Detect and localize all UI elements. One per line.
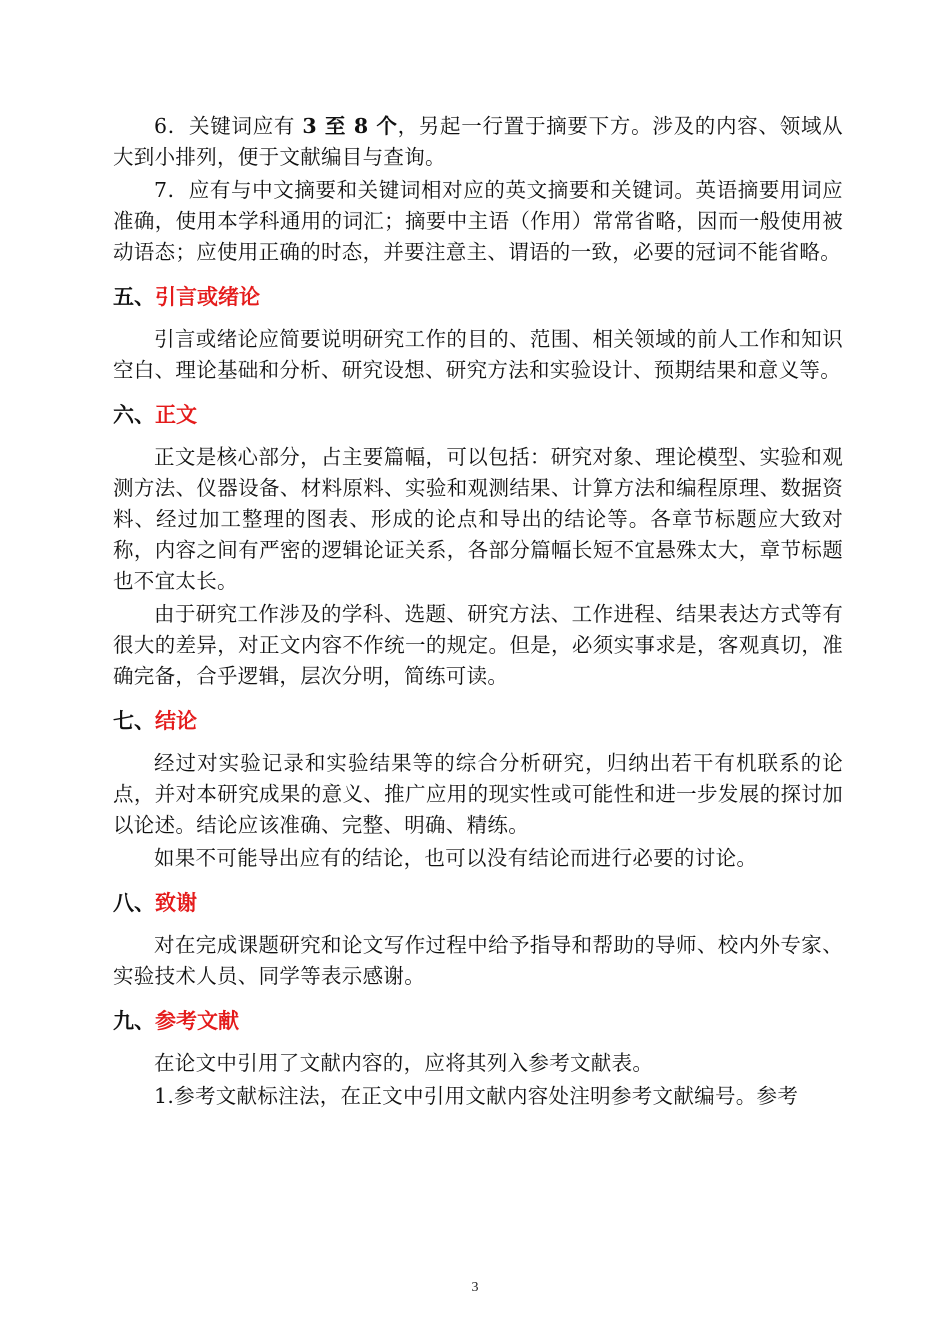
section-title: 引言或绪论 <box>155 285 260 309</box>
conclusion-paragraph-1: 经过对实验记录和实验结果等的综合分析研究，归纳出若干有机联系的论点，并对本研究成果的意义、推广应用的现实性或可能性和进一步发展的探讨加以论述。结论应该准确、完整、明确、精练。 <box>113 751 843 837</box>
page-number: 3 <box>471 1280 479 1295</box>
acknowledgements-paragraph: 对在完成课题研究和论文写作过程中给予指导和帮助的导师、校内外专家、实验技术人员、同学等表示感谢。 <box>113 933 843 988</box>
section-number: 九、 <box>113 1009 155 1033</box>
references-paragraph-2: 1.参考文献标注法，在正文中引用文献内容处注明参考文献编号。参考 <box>154 1084 799 1108</box>
conclusion-paragraph-2: 如果不可能导出应有的结论，也可以没有结论而进行必要的讨论。 <box>154 846 758 870</box>
section-number: 五、 <box>113 285 155 309</box>
section-title: 结论 <box>155 709 197 733</box>
section-heading-introduction <box>113 282 843 312</box>
section-heading-acknowledgements <box>113 888 843 918</box>
section-title: 正文 <box>155 403 197 427</box>
keywords-rule-paragraph <box>113 111 843 173</box>
section-heading-references <box>113 1006 843 1036</box>
section-heading-main-body <box>113 400 843 430</box>
references-paragraph-1: 在论文中引用了文献内容的，应将其列入参考文献表。 <box>154 1051 654 1075</box>
main-body-paragraph-1: 正文是核心部分，占主要篇幅，可以包括：研究对象、理论模型、实验和观测方法、仪器设备、材料原料、实验和观测结果、计算方法和编程原理、数据资料、经过加工整理的图表、形成的论点和导出的结论等。各章节标题应大致对称，内容之间有严密的逻辑论证关系，各部分篇幅长短不宜悬殊太大，章节标题也不宜太长。 <box>113 445 843 593</box>
section-title: 参考文献 <box>155 1009 239 1033</box>
keywords-rule-text-end: ，另起一行置于摘要下方。涉及的内容、领域从大到小排列，便于文献编目与查询。 <box>113 114 843 169</box>
english-abstract-rule-paragraph: 7．应有与中文摘要和关键词相对应的英文摘要和关键词。英语摘要用词应准确，使用本学科通用的词汇；摘要中主语（作用）常常省略，因而一般使用被动语态；应使用正确的时态，并要注意主、谓语的一致，必要的冠词不能省略。 <box>113 178 843 264</box>
keywords-count-emphasis: 3 至 8 个 <box>302 114 398 138</box>
section-heading-conclusion <box>113 706 843 736</box>
introduction-paragraph: 引言或绪论应简要说明研究工作的目的、范围、相关领域的前人工作和知识空白、理论基础和分析、研究设想、研究方法和实验设计、预期结果和意义等。 <box>113 327 843 382</box>
page-content <box>113 111 843 1112</box>
section-number: 七、 <box>113 709 155 733</box>
keywords-rule-text-start: 6．关键词应有 <box>154 114 303 138</box>
section-number: 六、 <box>113 403 155 427</box>
section-title: 致谢 <box>155 891 197 915</box>
main-body-paragraph-2: 由于研究工作涉及的学科、选题、研究方法、工作进程、结果表达方式等有很大的差异，对正文内容不作统一的规定。但是，必须实事求是，客观真切，准确完备，合乎逻辑，层次分明，简练可读。 <box>113 602 843 688</box>
section-number: 八、 <box>113 891 155 915</box>
